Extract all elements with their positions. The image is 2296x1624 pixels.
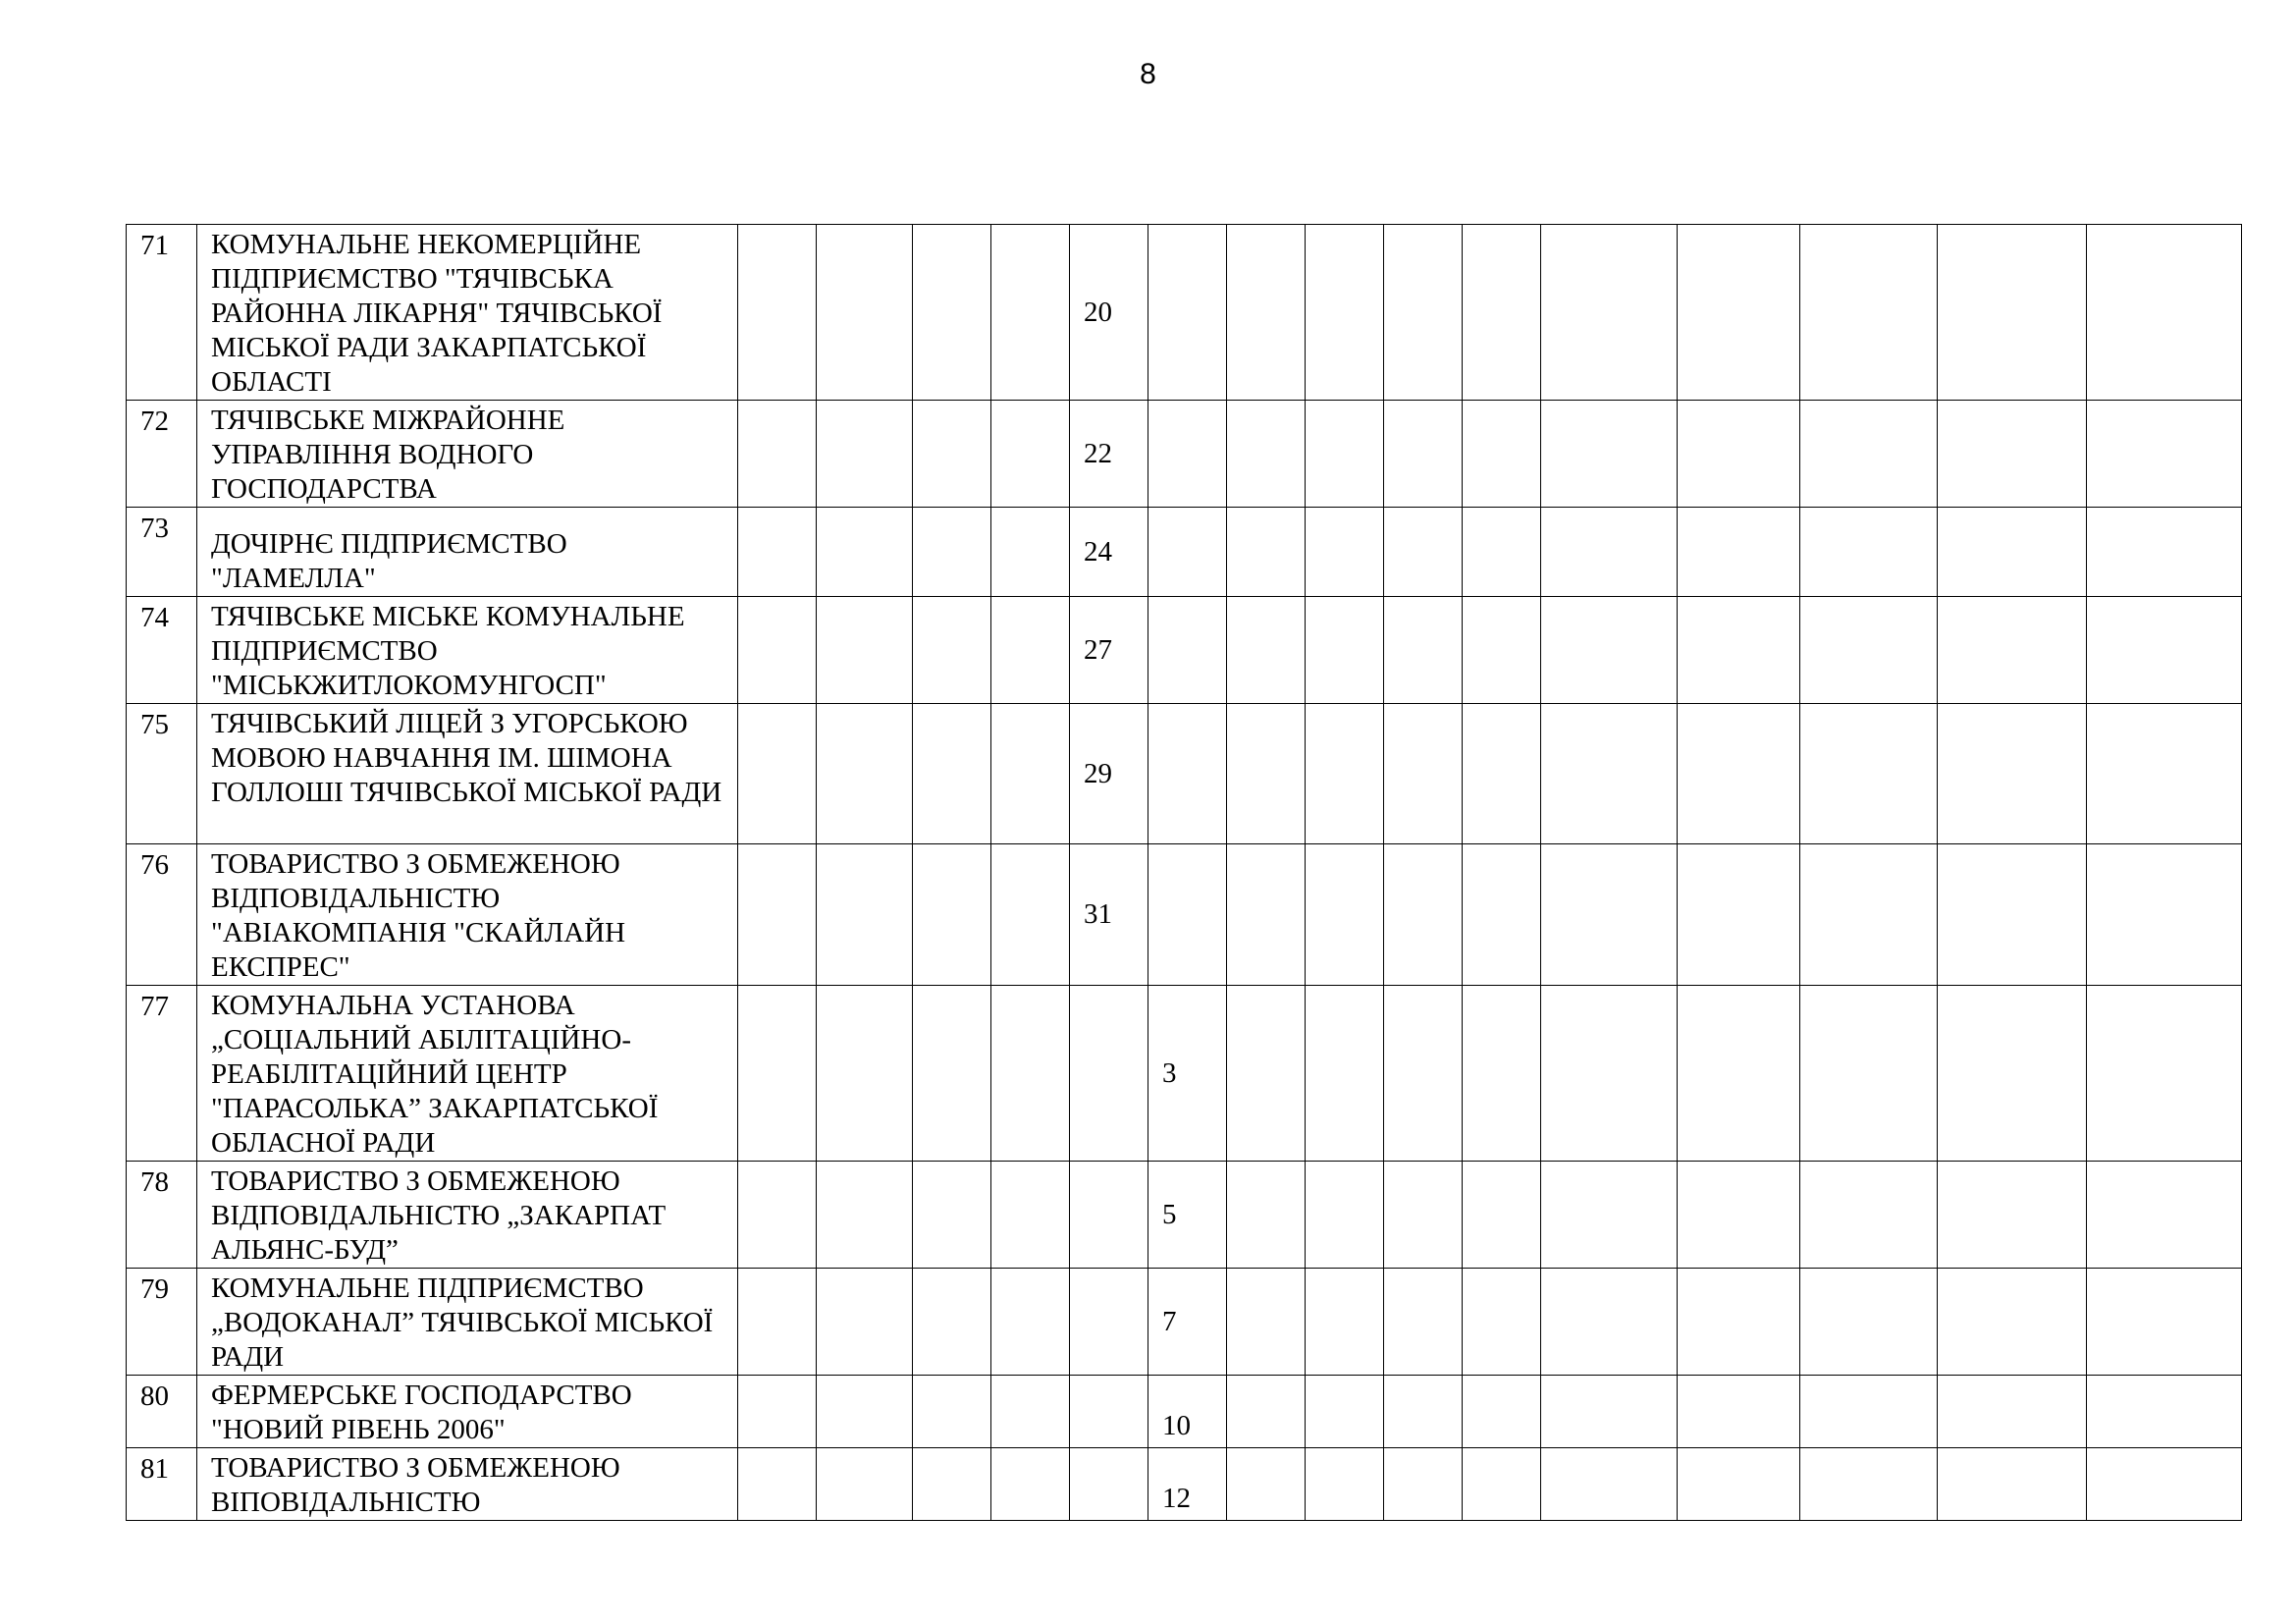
empty-cell <box>991 986 1070 1162</box>
empty-cell <box>817 844 913 986</box>
empty-cell <box>1541 508 1678 597</box>
empty-cell <box>1541 704 1678 844</box>
table-row <box>127 704 2242 844</box>
value-cell-col8: 5 <box>1148 1162 1227 1269</box>
empty-cell <box>1541 1269 1678 1376</box>
empty-cell <box>817 508 913 597</box>
empty-cell <box>1678 401 1800 508</box>
row-number-cell: 74 <box>127 597 197 704</box>
empty-cell <box>1938 986 2087 1162</box>
empty-cell <box>1306 1269 1384 1376</box>
empty-cell <box>817 225 913 401</box>
empty-cell <box>2087 508 2242 597</box>
empty-cell <box>1938 1269 2087 1376</box>
empty-cell <box>913 597 991 704</box>
row-number-cell: 78 <box>127 1162 197 1269</box>
table-row <box>127 225 2242 401</box>
empty-cell <box>1938 1376 2087 1448</box>
empty-cell <box>1227 225 1306 401</box>
empty-cell <box>738 844 817 986</box>
value-cell-col7 <box>1070 1376 1148 1448</box>
empty-cell <box>991 844 1070 986</box>
empty-cell <box>1227 844 1306 986</box>
value-cell-col7: 27 <box>1070 597 1148 704</box>
empty-cell <box>1800 844 1938 986</box>
empty-cell <box>913 401 991 508</box>
empty-cell <box>1384 1162 1463 1269</box>
empty-cell <box>1306 844 1384 986</box>
empty-cell <box>991 401 1070 508</box>
empty-cell <box>1384 704 1463 844</box>
empty-cell <box>991 1269 1070 1376</box>
empty-cell <box>913 986 991 1162</box>
empty-cell <box>817 1376 913 1448</box>
empty-cell <box>2087 986 2242 1162</box>
empty-cell <box>738 401 817 508</box>
empty-cell <box>2087 1376 2242 1448</box>
empty-cell <box>817 401 913 508</box>
empty-cell <box>913 1269 991 1376</box>
empty-cell <box>1227 508 1306 597</box>
value-cell-col7 <box>1070 986 1148 1162</box>
value-cell-col7 <box>1070 1269 1148 1376</box>
empty-cell <box>2087 704 2242 844</box>
empty-cell <box>1306 597 1384 704</box>
empty-cell <box>1938 704 2087 844</box>
organization-name-cell: ТОВАРИСТВО З ОБМЕЖЕНОЮ ВІДПОВІДАЛЬНІСТЮ "АВІАКОМПАНІЯ "СКАЙЛАЙН ЕКСПРЕС" <box>197 844 738 986</box>
empty-cell <box>817 1269 913 1376</box>
empty-cell <box>1384 986 1463 1162</box>
empty-cell <box>1938 225 2087 401</box>
value-cell-col8: 10 <box>1148 1376 1227 1448</box>
empty-cell <box>1306 508 1384 597</box>
value-cell-col8 <box>1148 225 1227 401</box>
empty-cell <box>1463 401 1541 508</box>
empty-cell <box>2087 1269 2242 1376</box>
value-cell-col7: 31 <box>1070 844 1148 986</box>
empty-cell <box>913 508 991 597</box>
empty-cell <box>1800 401 1938 508</box>
empty-cell <box>1306 704 1384 844</box>
empty-cell <box>1227 1448 1306 1521</box>
page-number: 8 <box>1140 58 1156 90</box>
empty-cell <box>1800 1162 1938 1269</box>
empty-cell <box>1800 597 1938 704</box>
empty-cell <box>1227 704 1306 844</box>
empty-cell <box>1384 401 1463 508</box>
empty-cell <box>1384 597 1463 704</box>
empty-cell <box>1800 704 1938 844</box>
empty-cell <box>1800 225 1938 401</box>
empty-cell <box>1938 508 2087 597</box>
table-row <box>127 986 2242 1162</box>
empty-cell <box>1678 844 1800 986</box>
organization-name-cell: КОМУНАЛЬНЕ ПІДПРИЄМСТВО „ВОДОКАНАЛ” ТЯЧІВСЬКОЇ МІСЬКОЇ РАДИ <box>197 1269 738 1376</box>
empty-cell <box>1541 986 1678 1162</box>
value-cell-col7: 20 <box>1070 225 1148 401</box>
empty-cell <box>738 1376 817 1448</box>
empty-cell <box>2087 1448 2242 1521</box>
empty-cell <box>991 225 1070 401</box>
table-row <box>127 1162 2242 1269</box>
organization-name-cell: ТЯЧІВСЬКИЙ ЛІЦЕЙ З УГОРСЬКОЮ МОВОЮ НАВЧАННЯ ІМ. ШІМОНА ГОЛЛОШІ ТЯЧІВСЬКОЇ МІСЬКОЇ РАДИ <box>197 704 738 844</box>
value-cell-col8: 7 <box>1148 1269 1227 1376</box>
empty-cell <box>1227 986 1306 1162</box>
empty-cell <box>1800 1376 1938 1448</box>
empty-cell <box>1678 508 1800 597</box>
table-row <box>127 1376 2242 1448</box>
empty-cell <box>1463 1376 1541 1448</box>
empty-cell <box>1938 1162 2087 1269</box>
empty-cell <box>1227 597 1306 704</box>
empty-cell <box>1306 225 1384 401</box>
empty-cell <box>2087 844 2242 986</box>
empty-cell <box>1306 986 1384 1162</box>
value-cell-col7: 29 <box>1070 704 1148 844</box>
empty-cell <box>738 704 817 844</box>
empty-cell <box>1384 225 1463 401</box>
value-cell-col8 <box>1148 597 1227 704</box>
table-body <box>127 225 2242 1521</box>
empty-cell <box>1306 1448 1384 1521</box>
empty-cell <box>1800 1269 1938 1376</box>
empty-cell <box>1541 401 1678 508</box>
empty-cell <box>817 1162 913 1269</box>
value-cell-col7 <box>1070 1162 1148 1269</box>
empty-cell <box>1678 225 1800 401</box>
empty-cell <box>1678 1269 1800 1376</box>
row-number-cell: 77 <box>127 986 197 1162</box>
empty-cell <box>991 597 1070 704</box>
empty-cell <box>913 1162 991 1269</box>
table-row <box>127 1269 2242 1376</box>
empty-cell <box>1463 704 1541 844</box>
empty-cell <box>1938 1448 2087 1521</box>
empty-cell <box>738 1269 817 1376</box>
value-cell-col8 <box>1148 508 1227 597</box>
empty-cell <box>1463 597 1541 704</box>
empty-cell <box>1678 1448 1800 1521</box>
empty-cell <box>1227 1269 1306 1376</box>
row-number-cell: 81 <box>127 1448 197 1521</box>
empty-cell <box>1227 401 1306 508</box>
empty-cell <box>1306 1162 1384 1269</box>
row-number-cell: 75 <box>127 704 197 844</box>
empty-cell <box>2087 401 2242 508</box>
empty-cell <box>1541 1162 1678 1269</box>
empty-cell <box>1384 1448 1463 1521</box>
value-cell-col8: 3 <box>1148 986 1227 1162</box>
organization-name-cell: ТЯЧІВСЬКЕ МІСЬКЕ КОМУНАЛЬНЕ ПІДПРИЄМСТВО "МІСЬКЖИТЛОКОМУНГОСП" <box>197 597 738 704</box>
empty-cell <box>1227 1162 1306 1269</box>
organization-name-cell: ТЯЧІВСЬКЕ МІЖРАЙОННЕ УПРАВЛІННЯ ВОДНОГО ГОСПОДАРСТВА <box>197 401 738 508</box>
value-cell-col7 <box>1070 1448 1148 1521</box>
empty-cell <box>817 704 913 844</box>
empty-cell <box>1463 508 1541 597</box>
organization-name-cell: КОМУНАЛЬНЕ НЕКОМЕРЦІЙНЕ ПІДПРИЄМСТВО "ТЯЧІВСЬКА РАЙОННА ЛІКАРНЯ" ТЯЧІВСЬКОЇ МІСЬКОЇ РАДИ ЗАКАРПАТСЬКОЇ ОБЛАСТІ <box>197 225 738 401</box>
empty-cell <box>1463 1162 1541 1269</box>
empty-cell <box>817 1448 913 1521</box>
empty-cell <box>913 1448 991 1521</box>
organization-name-cell: КОМУНАЛЬНА УСТАНОВА „СОЦІАЛЬНИЙ АБІЛІТАЦІЙНО-РЕАБІЛІТАЦІЙНИЙ ЦЕНТР "ПАРАСОЛЬКА” ЗАКАРПАТСЬКОЇ ОБЛАСНОЇ РАДИ <box>197 986 738 1162</box>
empty-cell <box>1678 986 1800 1162</box>
organization-name-cell: ДОЧІРНЄ ПІДПРИЄМСТВО "ЛАМЕЛЛА" <box>197 508 738 597</box>
empty-cell <box>1384 508 1463 597</box>
empty-cell <box>1463 844 1541 986</box>
empty-cell <box>738 597 817 704</box>
empty-cell <box>913 225 991 401</box>
empty-cell <box>738 1448 817 1521</box>
table-row <box>127 401 2242 508</box>
empty-cell <box>817 597 913 704</box>
row-number-cell: 76 <box>127 844 197 986</box>
empty-cell <box>1463 986 1541 1162</box>
value-cell-col8 <box>1148 401 1227 508</box>
empty-cell <box>738 508 817 597</box>
empty-cell <box>2087 225 2242 401</box>
value-cell-col8: 12 <box>1148 1448 1227 1521</box>
row-number-cell: 73 <box>127 508 197 597</box>
empty-cell <box>1463 1448 1541 1521</box>
empty-cell <box>1463 1269 1541 1376</box>
empty-cell <box>1384 844 1463 986</box>
empty-cell <box>991 1448 1070 1521</box>
value-cell-col8 <box>1148 844 1227 986</box>
empty-cell <box>1306 401 1384 508</box>
empty-cell <box>1800 1448 1938 1521</box>
empty-cell <box>1938 597 2087 704</box>
empty-cell <box>991 508 1070 597</box>
empty-cell <box>738 225 817 401</box>
row-number-cell: 71 <box>127 225 197 401</box>
empty-cell <box>1800 986 1938 1162</box>
empty-cell <box>738 986 817 1162</box>
empty-cell <box>1678 704 1800 844</box>
empty-cell <box>1541 1448 1678 1521</box>
organization-name-cell: ФЕРМЕРСЬКЕ ГОСПОДАРСТВО "НОВИЙ РІВЕНЬ 2006" <box>197 1376 738 1448</box>
value-cell-col7: 22 <box>1070 401 1148 508</box>
empty-cell <box>1541 597 1678 704</box>
empty-cell <box>1541 225 1678 401</box>
empty-cell <box>1800 508 1938 597</box>
value-cell-col7: 24 <box>1070 508 1148 597</box>
row-number-cell: 80 <box>127 1376 197 1448</box>
empty-cell <box>991 704 1070 844</box>
empty-cell <box>1678 597 1800 704</box>
organization-name-cell: ТОВАРИСТВО З ОБМЕЖЕНОЮ ВІДПОВІДАЛЬНІСТЮ „ЗАКАРПАТ АЛЬЯНС-БУД” <box>197 1162 738 1269</box>
register-table <box>126 224 2242 1521</box>
empty-cell <box>913 1376 991 1448</box>
row-number-cell: 79 <box>127 1269 197 1376</box>
empty-cell <box>1938 844 2087 986</box>
empty-cell <box>2087 597 2242 704</box>
empty-cell <box>2087 1162 2242 1269</box>
table-row <box>127 597 2242 704</box>
empty-cell <box>1541 1376 1678 1448</box>
empty-cell <box>1463 225 1541 401</box>
table-row <box>127 844 2242 986</box>
empty-cell <box>1678 1162 1800 1269</box>
table-row <box>127 1448 2242 1521</box>
empty-cell <box>738 1162 817 1269</box>
empty-cell <box>991 1162 1070 1269</box>
empty-cell <box>1678 1376 1800 1448</box>
empty-cell <box>991 1376 1070 1448</box>
empty-cell <box>1306 1376 1384 1448</box>
empty-cell <box>1384 1376 1463 1448</box>
empty-cell <box>913 844 991 986</box>
empty-cell <box>1541 844 1678 986</box>
value-cell-col8 <box>1148 704 1227 844</box>
empty-cell <box>1227 1376 1306 1448</box>
empty-cell <box>1384 1269 1463 1376</box>
empty-cell <box>913 704 991 844</box>
organization-name-cell: ТОВАРИСТВО З ОБМЕЖЕНОЮ ВІПОВІДАЛЬНІСТЮ <box>197 1448 738 1521</box>
empty-cell <box>817 986 913 1162</box>
table-row <box>127 508 2242 597</box>
row-number-cell: 72 <box>127 401 197 508</box>
empty-cell <box>1938 401 2087 508</box>
